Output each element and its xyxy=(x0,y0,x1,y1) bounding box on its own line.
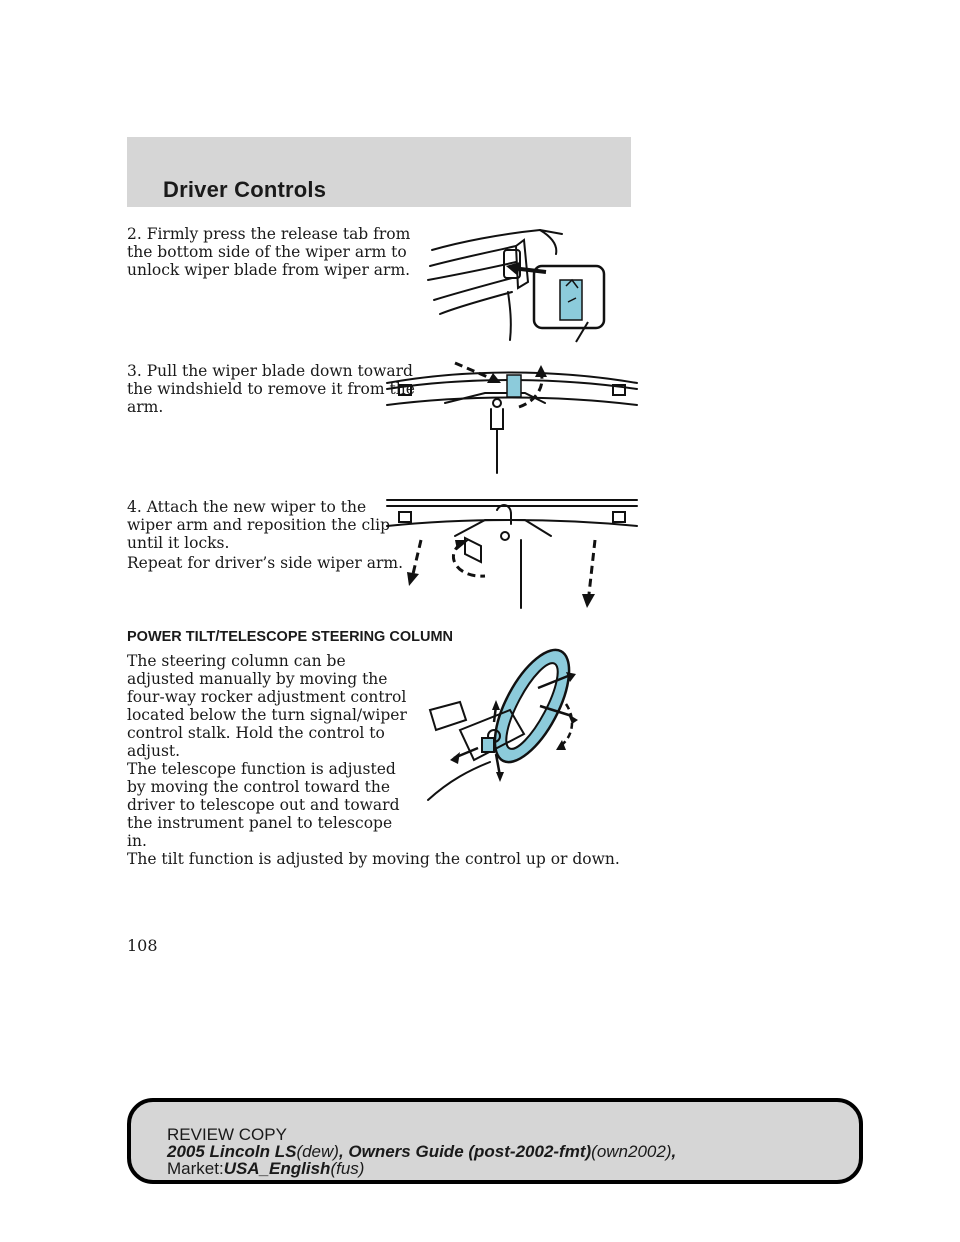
footer-guide-code: (own2002) xyxy=(591,1142,672,1161)
section-header xyxy=(127,137,631,207)
step-4-text: 4. Attach the new wiper to the wiper arm and reposition the clip until it locks. xyxy=(127,498,391,552)
footer-text xyxy=(167,1126,676,1177)
steering-para-1: The steering column can be adjusted manually by moving the four-way rocker adjustment control located below the turn signal/wiper control stalk. Hold the control to adjust. xyxy=(127,652,407,760)
footer-guide: , Owners Guide (post-2002-fmt) xyxy=(338,1142,592,1161)
footer-doc-line xyxy=(167,1143,676,1160)
repeat-text: Repeat for driver’s side wiper arm. xyxy=(127,554,404,572)
wiper-attach-illustration xyxy=(385,490,640,612)
step-3-text: 3. Pull the wiper blade down toward the windshield to remove it from the arm. xyxy=(127,362,415,416)
footer-market: USA_English xyxy=(223,1159,331,1178)
footer-model: 2005 Lincoln LS xyxy=(167,1142,297,1161)
steering-column-illustration xyxy=(420,640,590,810)
wiper-blade-removal-illustration xyxy=(385,355,640,477)
footer-market-code: (fus) xyxy=(330,1159,365,1178)
wiper-release-tab-illustration xyxy=(420,222,620,347)
page-number: 108 xyxy=(127,936,158,955)
step-2-text: 2. Firmly press the release tab from the bottom side of the wiper arm to unlock wiper blade from wiper arm. xyxy=(127,225,411,279)
footer-market-line xyxy=(167,1160,676,1177)
section-title: Driver Controls xyxy=(163,177,327,202)
footer-model-code: (dew) xyxy=(296,1142,339,1161)
footer-comma: , xyxy=(671,1142,677,1161)
review-copy-footer xyxy=(127,1098,863,1184)
steering-para-2: The telescope function is adjusted by moving the control toward the driver to telescope out and toward the instrument panel to telescope in. xyxy=(127,760,400,850)
steering-column-heading: POWER TILT/TELESCOPE STEERING COLUMN xyxy=(127,629,453,645)
steering-para-3: The tilt function is adjusted by moving the control up or down. xyxy=(127,850,620,868)
footer-market-label: Market: xyxy=(167,1159,224,1178)
footer-review-copy: REVIEW COPY xyxy=(167,1125,287,1144)
